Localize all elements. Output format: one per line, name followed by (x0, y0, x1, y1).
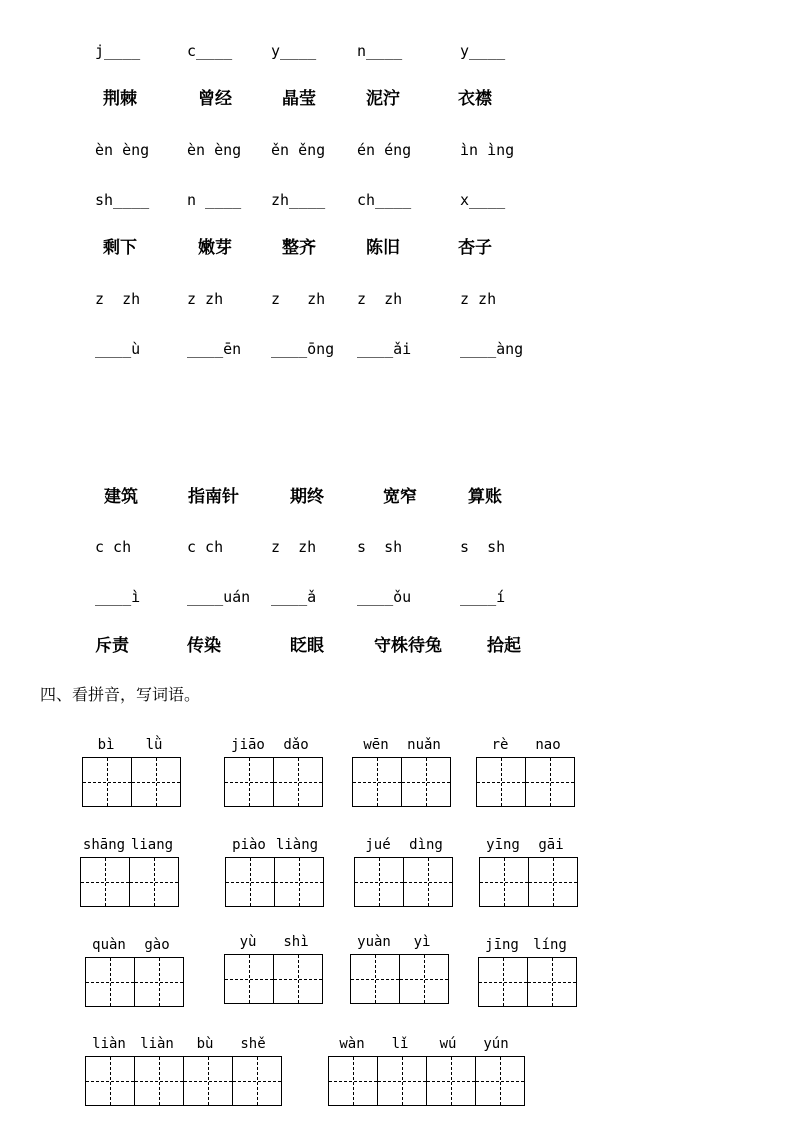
word-item: 指南针 (188, 487, 239, 507)
tianzige-box[interactable] (350, 954, 400, 1004)
pinyin-item: ____í (460, 588, 506, 606)
pinyin-row (0, 336, 794, 362)
writing-boxes (476, 757, 575, 807)
tianzige-box[interactable] (403, 857, 453, 907)
writing-boxes (478, 957, 577, 1007)
word-item: 眨眼 (290, 636, 324, 656)
pinyin-item: z zh (95, 290, 141, 308)
pinyin-item: èn èng (95, 141, 150, 159)
tianzige-box[interactable] (131, 757, 181, 807)
pinyin-row (0, 38, 794, 64)
pinyin-item: c ch (95, 538, 132, 556)
pinyin-syllable: yīng (486, 837, 520, 853)
pinyin-syllable: piào (232, 837, 266, 853)
pinyin-item: ____uán (187, 588, 251, 606)
pinyin-item: z zh (187, 290, 224, 308)
pinyin-item: zh____ (271, 191, 326, 209)
pinyin-row (0, 187, 794, 213)
pinyin-syllable: liàn (92, 1036, 126, 1052)
pinyin-item: z zh (460, 290, 497, 308)
pinyin-syllable: líng (533, 937, 567, 953)
tianzige-box[interactable] (528, 857, 578, 907)
pinyin-item: s sh (460, 538, 506, 556)
pinyin-syllable: nuǎn (407, 737, 441, 753)
pinyin-item: z zh (271, 290, 326, 308)
tianzige-box[interactable] (134, 957, 184, 1007)
writing-boxes (224, 954, 323, 1004)
writing-boxes (350, 954, 449, 1004)
word-item: 泥泞 (366, 89, 400, 109)
pinyin-item: x____ (460, 191, 506, 209)
pinyin-item: z zh (271, 538, 317, 556)
section-heading: 四、看拼音，写词语。 (40, 685, 201, 704)
tianzige-box[interactable] (479, 857, 529, 907)
pinyin-item: ____ēn (187, 340, 242, 358)
tianzige-box[interactable] (354, 857, 404, 907)
pinyin-syllable: liàn (140, 1036, 174, 1052)
pinyin-item: ____ì (95, 588, 141, 606)
pinyin-syllable: shě (240, 1036, 266, 1052)
pinyin-item: z zh (357, 290, 403, 308)
character-row (0, 235, 794, 261)
pinyin-item: ìn ìng (460, 141, 515, 159)
pinyin-item: ____ǒu (357, 588, 412, 606)
word-item: 建筑 (104, 487, 138, 507)
word-item: 斥责 (95, 636, 129, 656)
character-row (0, 484, 794, 510)
word-item: 期终 (290, 487, 324, 507)
writing-boxes (225, 857, 324, 907)
pinyin-syllable: bù (196, 1036, 214, 1052)
word-item: 晶莹 (282, 89, 316, 109)
tianzige-box[interactable] (273, 954, 323, 1004)
word-item: 陈旧 (366, 238, 400, 258)
pinyin-item: y____ (460, 42, 506, 60)
tianzige-box[interactable] (328, 1056, 378, 1106)
word-item: 衣襟 (458, 89, 492, 109)
tianzige-box[interactable] (401, 757, 451, 807)
writing-boxes (354, 857, 453, 907)
pinyin-item: én éng (357, 141, 412, 159)
tianzige-box[interactable] (527, 957, 577, 1007)
pinyin-syllable: jiāo (231, 737, 265, 753)
pinyin-syllable: quàn (92, 937, 126, 953)
pinyin-syllable: wēn (363, 737, 389, 753)
tianzige-box[interactable] (476, 757, 526, 807)
tianzige-box[interactable] (134, 1056, 184, 1106)
pinyin-item: n____ (357, 42, 403, 60)
pinyin-item: j____ (95, 42, 141, 60)
tianzige-box[interactable] (273, 757, 323, 807)
tianzige-box[interactable] (224, 757, 274, 807)
pinyin-item: ____àng (460, 340, 524, 358)
pinyin-syllable: dìng (409, 837, 443, 853)
character-row (0, 633, 794, 659)
pinyin-item: ____ǎi (357, 340, 412, 358)
pinyin-item: ěn ěng (271, 141, 326, 159)
word-item: 守株待兔 (374, 636, 442, 656)
word-item: 整齐 (282, 238, 316, 258)
pinyin-item: c ch (187, 538, 224, 556)
word-item: 算账 (468, 487, 502, 507)
pinyin-syllable: rè (491, 737, 509, 753)
writing-boxes (82, 757, 181, 807)
tianzige-box[interactable] (352, 757, 402, 807)
pinyin-syllable: gào (144, 937, 170, 953)
pinyin-syllable: liàng (275, 837, 319, 853)
pinyin-item: sh____ (95, 191, 150, 209)
pinyin-item: y____ (271, 42, 317, 60)
word-item: 传染 (187, 636, 221, 656)
pinyin-row (0, 137, 794, 163)
pinyin-syllable: yì (413, 934, 431, 950)
writing-boxes (85, 957, 184, 1007)
tianzige-box[interactable] (525, 757, 575, 807)
word-item: 荆棘 (103, 89, 137, 109)
pinyin-syllable: nao (535, 737, 561, 753)
word-item: 宽窄 (383, 487, 417, 507)
tianzige-box[interactable] (426, 1056, 476, 1106)
word-item: 剩下 (103, 238, 137, 258)
pinyin-syllable: jīng (485, 937, 519, 953)
pinyin-syllable: wú (439, 1036, 457, 1052)
pinyin-syllable: yuàn (357, 934, 391, 950)
tianzige-box[interactable] (85, 957, 135, 1007)
word-item: 拾起 (487, 636, 521, 656)
tianzige-box[interactable] (80, 857, 130, 907)
pinyin-item: ____ōng (271, 340, 335, 358)
tianzige-box[interactable] (399, 954, 449, 1004)
writing-boxes (328, 1056, 525, 1106)
pinyin-row (0, 584, 794, 610)
word-item: 曾经 (198, 89, 232, 109)
tianzige-box[interactable] (82, 757, 132, 807)
pinyin-item: ____ù (95, 340, 141, 358)
tianzige-box[interactable] (475, 1056, 525, 1106)
pinyin-syllable: jué (365, 837, 391, 853)
writing-boxes (80, 857, 179, 907)
pinyin-row (0, 534, 794, 560)
writing-boxes (352, 757, 451, 807)
tianzige-box[interactable] (225, 857, 275, 907)
pinyin-item: ch____ (357, 191, 412, 209)
pinyin-item: ____ǎ (271, 588, 317, 606)
tianzige-box[interactable] (85, 1056, 135, 1106)
pinyin-syllable: yún (483, 1036, 509, 1052)
pinyin-syllable: shì (283, 934, 309, 950)
tianzige-box[interactable] (478, 957, 528, 1007)
word-item: 杏子 (458, 238, 492, 258)
pinyin-syllable: dǎo (283, 737, 309, 753)
tianzige-box[interactable] (377, 1056, 427, 1106)
pinyin-syllable: yù (239, 934, 257, 950)
word-item: 嫩芽 (198, 238, 232, 258)
writing-boxes (85, 1056, 282, 1106)
tianzige-box[interactable] (183, 1056, 233, 1106)
pinyin-item: èn èng (187, 141, 242, 159)
pinyin-item: c____ (187, 42, 233, 60)
pinyin-syllable: lǜ (145, 737, 163, 753)
tianzige-box[interactable] (129, 857, 179, 907)
tianzige-box[interactable] (232, 1056, 282, 1106)
character-row (0, 86, 794, 112)
writing-boxes (479, 857, 578, 907)
pinyin-syllable: gāi (538, 837, 564, 853)
pinyin-syllable: bì (97, 737, 115, 753)
pinyin-syllable: shāng (82, 837, 126, 853)
tianzige-box[interactable] (224, 954, 274, 1004)
pinyin-syllable: wàn (339, 1036, 365, 1052)
pinyin-syllable: lǐ (391, 1036, 409, 1052)
tianzige-box[interactable] (274, 857, 324, 907)
pinyin-item: s sh (357, 538, 403, 556)
writing-boxes (224, 757, 323, 807)
pinyin-item: n ____ (187, 191, 242, 209)
pinyin-syllable: liang (130, 837, 174, 853)
pinyin-row (0, 286, 794, 312)
